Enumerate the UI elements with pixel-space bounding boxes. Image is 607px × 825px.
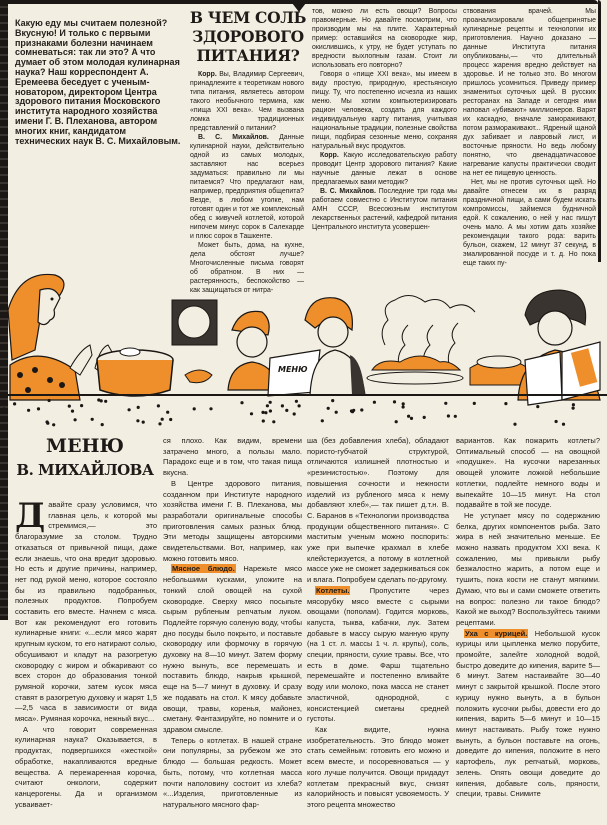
paragraph-text: вариантов. Как пожарить котлеты? Оптимальный способ — на овощной «подушке». На кусочки нарезанных овощей уложите ложкой небольшие котлетки, подлейте немного воды и выпекайте 10—15 минут. На стол подавайте в той же посуде. bbox=[456, 436, 600, 510]
tablecloth-dot bbox=[3, 407, 6, 410]
interview-column-3 bbox=[463, 7, 596, 267]
tablecloth-dot bbox=[169, 418, 172, 421]
interview-column-2 bbox=[312, 7, 457, 256]
tablecloth-dot bbox=[407, 415, 410, 418]
tablecloth-dot bbox=[473, 402, 476, 405]
paragraph-text: Какую исследовательскую работу проводит Центр здорового питания? Какие научные данные лежат в основе предлагаемых вами методик? bbox=[312, 152, 457, 186]
tablecloth-dot bbox=[321, 419, 324, 422]
tablecloth-dot bbox=[269, 409, 272, 412]
paragraph bbox=[163, 436, 302, 479]
tablecloth-dot bbox=[423, 416, 426, 419]
tablecloth-dot bbox=[504, 402, 507, 405]
tablecloth-dot bbox=[136, 419, 139, 422]
tablecloth-dot bbox=[80, 404, 83, 407]
paragraph-text: Вы, Владимир Сергеевич, принадлежите к теоретикам нового типа питания, являетесь автором такого необычного термина, как «пища XXI века». Чем вызвана ломка традиционных представлений о питании? bbox=[190, 71, 304, 132]
tablecloth-dot bbox=[536, 405, 539, 408]
menu-column-2 bbox=[163, 436, 302, 823]
tablecloth-dot bbox=[68, 405, 71, 408]
paragraph bbox=[312, 187, 457, 232]
paragraph-text: тов, можно ли есть овощи? Вопросы правомерные. Но давайте посмотрим, что производим мы на плите. Характерный пример: оставшийся на сковородке жир, окислившись, к утру, не будет уступать по вредности выхлопным газам. Стоит ли использовать его повторно? bbox=[312, 8, 457, 69]
tablecloth-dot bbox=[209, 407, 212, 410]
paragraph bbox=[15, 496, 157, 725]
page-frame-right bbox=[598, 0, 601, 262]
steaming-dishes-illustration bbox=[367, 295, 528, 385]
tablecloth-dot bbox=[562, 423, 565, 426]
tablecloth-dot bbox=[48, 399, 51, 402]
paragraph bbox=[15, 725, 157, 811]
tablecloth-dot bbox=[555, 420, 558, 423]
paragraph bbox=[456, 511, 600, 629]
tablecloth-dot bbox=[410, 417, 413, 420]
tablecloth-dot bbox=[261, 411, 264, 414]
paragraph bbox=[307, 436, 449, 586]
tablecloth-dot bbox=[240, 401, 243, 404]
paragraph-text: ша (без добавления хлеба), обладают пористо-губчатой структурой, отличаются излишней плотностью и «резинистостью». Поэтому для повышения сочности и нежности изделий из рубленого мяса к нему добавляют хлеб»,— так пишет д.т.н. В. С. Баранов в «Технологии производства продукции общественного питания». С маститым ученым можно поспорить: уже при выпечке крахмал в хлебе клейстеризуется, а потому в котлетной массе уже не сможет задерживаться сок и влага. Попробуем сделать по-другому. bbox=[307, 436, 450, 585]
tablecloth-dot bbox=[513, 423, 516, 426]
tablecloth-dot bbox=[250, 412, 253, 415]
tablecloth-dot bbox=[572, 407, 575, 410]
paragraph bbox=[307, 725, 449, 811]
paragraph-text: В Центре здорового питания, созданном при Институте народного хозяйства имени Г. В. Плеханова, мы разработали оригинальные способы приготовления самых разных блюд. Эти методы защищены авторскими свидетельствами. Вот, например, как можно готовить мясо. bbox=[163, 478, 302, 563]
tablecloth-dot bbox=[104, 400, 107, 403]
paragraph-text: Говоря о «пище XXI века», мы имеем в виду простую, природную, крестьянскую пищу. Ту, что постепенно исчезла из наших меню. Мы хотим компьютеризировать рацион человека, создать для каждого индивидуальную карту питания, учитывая национальные традиции, полезные свойства пищи, подбирая сезонные меню, сохраняя натуральный вкус продуктов. bbox=[312, 71, 457, 150]
title-line: ПИТАНИЯ? bbox=[196, 46, 300, 65]
paragraph bbox=[312, 7, 457, 70]
tablecloth-dot bbox=[97, 398, 100, 401]
girl-with-menu-illustration bbox=[305, 298, 365, 395]
tablecloth-dot bbox=[327, 407, 330, 410]
menu-card-text: МЕНЮ bbox=[278, 365, 308, 374]
tablecloth-dot bbox=[193, 407, 196, 410]
tablecloth-dot bbox=[157, 404, 160, 407]
tablecloth-dot bbox=[447, 414, 450, 417]
tablecloth-dot bbox=[373, 401, 376, 404]
tablecloth-dot bbox=[158, 422, 161, 425]
tablecloth-illustration bbox=[0, 395, 607, 426]
tablecloth-dot bbox=[351, 410, 354, 413]
tablecloth-dot bbox=[91, 418, 94, 421]
paragraph-text: Не уступает мясу по содержанию белка, других компонентов рыба. Зато жира в ней значительно меньше. Ее можно назвать продуктом XXI века. К сожалению, мы привыкли рыбу безжалостно жарить, а потом еще и тушить, пока кости не станут мягкими. Думаю, что вы и сами сможете ответить на вопрос: полезно ли такое блюдо? Какой же выход? Воспользуйтесь такими рецептами. bbox=[456, 510, 600, 627]
tablecloth-dot bbox=[37, 407, 40, 410]
tablecloth-dot bbox=[272, 420, 275, 423]
recipe-title-highlight: Котлеты. bbox=[316, 585, 350, 595]
tablecloth-dot bbox=[454, 415, 457, 418]
tablecloth-dot bbox=[285, 409, 288, 412]
paragraph-text: Теперь о котлетах. В нашей стране они популярны, за рубежом же это блюдо — большая редкость. Может быть, потому, что котлетная масса почти наполовину состоит из хлеба? «...Изделия, приготовленные из натурального мясного фар- bbox=[163, 735, 302, 809]
woman-reading-book-illustration bbox=[518, 290, 600, 405]
paragraph bbox=[163, 564, 302, 735]
paragraph bbox=[163, 479, 302, 565]
menu-heading-line-1: МЕНЮ bbox=[46, 435, 124, 457]
paragraph-text: Пропустите через мясорубку мясо вместе с сырыми овощами (пополам). Годится морковь, капуста, тыква, кабачки, лук. Затем добавьте в массу сырую манную крупу (на 1 ст. л. массы 1 ч. л. крупы), соль, специи, пряности, сухие травы. Все, что есть в доме. Фарш тщательно перемешайте и постепенно вливайте воду или молоко, пока масса не станет эластичной, однородной, с консистенцией сметаны средней густоты. bbox=[307, 585, 449, 724]
tablecloth-dot bbox=[46, 422, 49, 425]
paragraph-text: Может быть, дома, на кухне, дела обстоят лучше? Многочисленные письма говорят об обратном. В них — растерянность, беспокойство — как защищаться от нитра- bbox=[190, 242, 304, 294]
speaker-label: В. С. Михайлов. bbox=[320, 188, 376, 195]
tablecloth-dot bbox=[137, 406, 140, 409]
tablecloth-dot bbox=[444, 402, 447, 405]
paragraph bbox=[312, 70, 457, 151]
paragraph-text: Данные кулинарной науки, действительно одной из самых молодых, заставляют нас всерьез задуматься: правильно ли мы питаемся? Что предлагают нам, например, предприятия общепита? Везде, в любом уголке, нам готовят один и тот же комплексный обед с живучей котлетой, которой нипочем минус сорок в Салехарде и плюс сорок в Ташкенте. bbox=[190, 134, 305, 240]
paragraph bbox=[190, 70, 304, 133]
speaker-label: Корр. bbox=[198, 71, 217, 78]
recipe-title-highlight: Мясное блюдо. bbox=[172, 564, 235, 574]
speaker-label: В. С. Михайлов. bbox=[198, 134, 269, 141]
paragraph-text: Последние три года мы работаем совместно с Институтом питания АМН СССР, Всесоюзным институтом лекарственных растений, кафедрой питания Центрального института усовершен- bbox=[312, 188, 457, 231]
paragraph bbox=[456, 629, 600, 800]
menu-heading bbox=[12, 434, 158, 482]
tablecloth-dot bbox=[161, 418, 164, 421]
tablecloth-dot bbox=[395, 420, 398, 423]
paragraph bbox=[312, 151, 457, 187]
paragraph bbox=[163, 736, 302, 811]
paragraph bbox=[307, 586, 449, 725]
tablecloth-dot bbox=[402, 402, 405, 405]
tablecloth-dot bbox=[335, 411, 338, 414]
menu-heading-line-2: В. МИХАЙЛОВА bbox=[16, 461, 154, 479]
girl-figure-illustration bbox=[8, 274, 112, 400]
title-line: В ЧЕМ СОЛЬ bbox=[189, 8, 307, 27]
paragraph-text: авайте сразу условимся, что главная цель, к которой мы стремимся,— это благоразумие за столом. Трудно отказаться от привычной пищи, даже если знаешь, что она вредит здоровью. Но есть и другие причины, например, нет под рукой меню, которое состояло бы из правильно подобранных, полезных продуктов. Попробуем составить его вместе. Начнем с мяса. Вот как рекомендуют его готовить кулинарные книги: «...если мясо жарят крупным куском, то его натирают солью, обсушивают и кладут на разогретую сковородку с жиром и обжаривают со всех сторон до образования тонкой румяной корочки, затем кусок мяса ставят в разогретую духовку и жарят 1,5—2,5 часа в зависимости от вида мяса». Румяная корочка, нежный вкус... bbox=[15, 500, 157, 724]
paragraph-text: ствования врачей. Мы проанализировали общепринятые кулинарные рецепты и технологии их приготовления. Научно доказано — данные Института питания опубликованы,— что длительный процесс жарения вредно действует на здоровье. И не только это. Во многом пришлось усомниться. Приведу пример знаменитых суточных щей. В русских ресторанах на Западе и сегодня ими наповал «убивают» миллионеров. Варят их каскадно, вначале замораживают, потом размораживают... Ядреный щаной дух забивает и лавровый лист, и восточные пряности. Но ведь любому понятно, что двенадцатичасовое нагревание капусты практически сводит на нет ее пищевую ценность. bbox=[463, 8, 596, 177]
title-line: ЗДОРОВОГО bbox=[192, 27, 304, 46]
recipe-title-highlight: Уха с курицей. bbox=[465, 628, 528, 638]
paragraph-text: Нет, мы не против суточных щей. Но давайте отнесем их в разряд праздничной пищи, а сами будем искать компромиссы, займемся будничной едой. К сожалению, о ней у нас пишут очень мало. А мы хотим дать хозяйке рекомендации такого рода: варить бульон, скажем, 12 минут 37 секунд, в эмалированной посуде и т. д. Но пока еще таких пу- bbox=[463, 179, 596, 267]
tablecloth-dot bbox=[360, 408, 363, 411]
tablecloth-dot bbox=[281, 404, 284, 407]
tablecloth-dot bbox=[295, 400, 298, 403]
article-title bbox=[188, 8, 308, 65]
tablecloth-dot bbox=[266, 404, 269, 407]
kitchen-illustration bbox=[0, 250, 607, 430]
tablecloth-dot bbox=[142, 421, 145, 424]
paragraph bbox=[463, 7, 596, 178]
paragraph-text: Как видите, нужна изобретательность. Это блюдо может стать семейным: готовить его можно и всем вместе, и посоревноваться — у кого лучше получится. Овощи придадут котлетам прекрасный вкус, снизят калорийность и повысят усвояемость. У этого рецепта множество bbox=[307, 724, 449, 809]
paragraph bbox=[456, 436, 600, 511]
tablecloth-dot bbox=[71, 410, 74, 413]
tablecloth-dot bbox=[101, 423, 104, 426]
pots-illustration bbox=[97, 300, 217, 396]
tablecloth-dot bbox=[27, 409, 30, 412]
tablecloth-dot bbox=[13, 402, 16, 405]
drop-cap: Д bbox=[15, 496, 46, 536]
tablecloth-dot bbox=[128, 408, 131, 411]
tablecloth-dot bbox=[331, 399, 334, 402]
tablecloth-dot bbox=[298, 404, 301, 407]
menu-column-1 bbox=[15, 496, 157, 823]
paragraph bbox=[190, 133, 304, 241]
paragraph-text: ся плохо. Как видим, времени затрачено много, а пользы мало. Парадокс еще и в том, что такая пища вкусна. bbox=[163, 436, 302, 478]
paragraph-text: А что говорит современная кулинарная наука? Оказывается, в продуктах, подвергшихся «жесткой» обработке, накапливаются вредные вещества. А пережаренная корочка, считают онкологи, содержит канцерогены. Да и организмом усваивает- bbox=[15, 724, 157, 809]
speaker-label: Корр. bbox=[320, 152, 339, 159]
article-lead: Какую еду мы считаем полезной? Вкусную! И только с первыми признаками болезни начинаем сомневаться: так ли это? А что думает об этом молодая кулинарная наука? Наш корреспондент А. Еремеева беседует с ученым-новатором, директором Центра здорового питания Московского института народного хозяйства имени Г. В. Плеханова, автором многих книг, кандидатом технических наук В. С. Михайловым. bbox=[15, 18, 181, 146]
tablecloth-dot bbox=[74, 418, 77, 421]
tablecloth-dot bbox=[166, 411, 169, 414]
paragraph-text: Нарежьте мясо небольшими кусками, уложите на тонкий слой овощей на сухой сковородке. Сверху мясо посыпьте сырым рубленым репчатым луком. Подлейте горячую соленую воду, чтобы дно посуды было покрыто, и поставьте сковородку или формочку в горячую духовку на 8—10 минут. Затем форму нужно вынуть, все перемешать и поставить блюдо, накрыв крышкой, еще на 5—7 минут в духовку. И сразу же подавать на стол. К мясу добавьте овощи, травы, коренья, майонез, сметану. Фантазируйте, но помните и о здравом смысле. bbox=[163, 564, 302, 734]
menu-column-3 bbox=[307, 436, 449, 823]
tablecloth-dot bbox=[269, 401, 272, 404]
tablecloth-dot bbox=[393, 400, 396, 403]
menu-column-4 bbox=[456, 436, 600, 823]
tablecloth-dot bbox=[262, 419, 265, 422]
interview-column-1 bbox=[190, 70, 305, 294]
tablecloth-dot bbox=[4, 417, 7, 420]
tablecloth-dot bbox=[264, 411, 267, 414]
paragraph-text: Небольшой кусок курицы или цыпленка мелко порубите, промойте, залейте холодной водой, быстро доведите до кипения, варите 5—6 минут. Затем настаивайте 30—40 минут с закрытой крышкой. После этого курицу нужно вынуть, а в бульон положить кусочки рыбы, довести его до кипения, варить 5—6 минут и 10—15 минут настаивать. Рыбу тоже нужно вынуть, а бульон поставьте на огонь, доведите до кипения, положите в него картофель, лук репчатый, морковь, зелень. Опять овощи доведите до кипения, добавьте соль, пряности, специи, травы. Снимите bbox=[456, 628, 601, 799]
tablecloth-dot bbox=[402, 405, 405, 408]
tablecloth-dot bbox=[52, 423, 55, 426]
tablecloth-dot bbox=[572, 403, 575, 406]
tablecloth-dot bbox=[293, 412, 296, 415]
